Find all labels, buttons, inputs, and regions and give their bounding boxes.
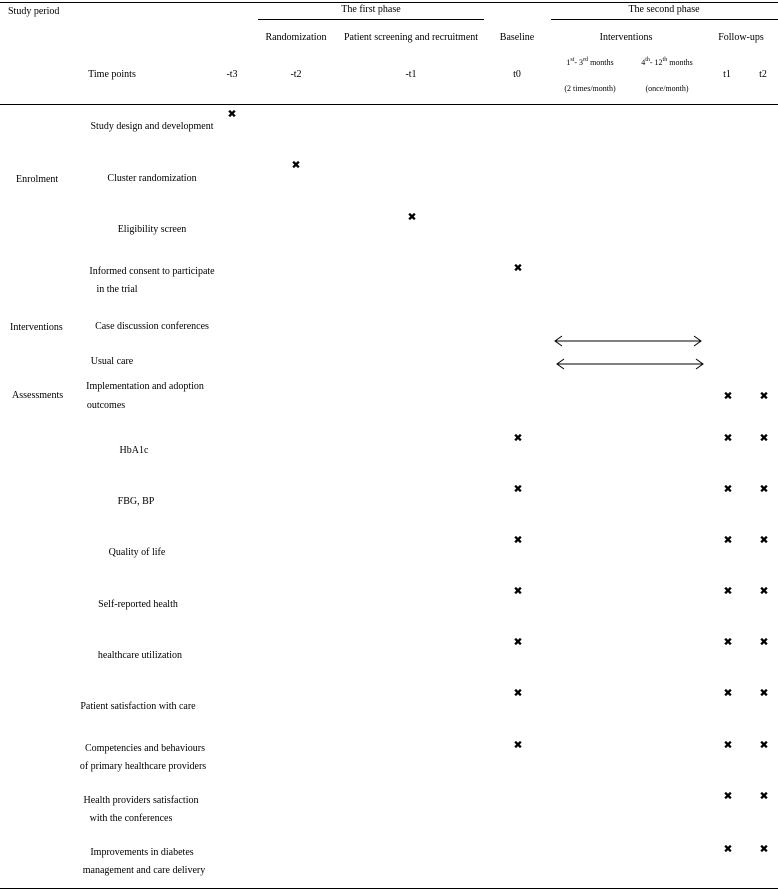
row-implementation-2: outcomes	[86, 400, 126, 411]
time-point-t0: t0	[513, 69, 521, 80]
mark-competencies-t2: ✖	[759, 738, 769, 752]
randomization-header: Randomization	[265, 32, 327, 43]
row-providers-satisfaction-2: with the conferences	[89, 813, 173, 824]
time-point-t2-follow: t2	[759, 69, 767, 80]
row-competencies-1: Competencies and behaviours	[85, 743, 205, 754]
row-patient-satisfaction: Patient satisfaction with care	[80, 701, 196, 712]
month-4-12-label: 4th- 12th months	[641, 57, 693, 67]
mark-providers-sat-t2: ✖	[759, 789, 769, 803]
mark-self-health-t1: ✖	[723, 584, 733, 598]
mark-self-health-t0: ✖	[513, 584, 523, 598]
first-phase-rule	[258, 19, 484, 20]
mark-hba1c-t2: ✖	[759, 431, 769, 445]
mark-satisfaction-t2: ✖	[759, 686, 769, 700]
mark-qol-t0: ✖	[513, 533, 523, 547]
mark-utilization-t0: ✖	[513, 635, 523, 649]
mark-impl-t1: ✖	[723, 389, 733, 403]
mark-consent-t0: ✖	[513, 261, 523, 275]
month-4-12-frequency: (once/month)	[645, 84, 689, 93]
second-phase-header: The second phase	[628, 4, 700, 15]
row-eligibility-screen: Eligibility screen	[117, 224, 187, 235]
row-providers-satisfaction-1: Health providers satisfaction	[83, 795, 199, 806]
second-phase-rule	[551, 19, 778, 20]
mark-hba1c-t0: ✖	[513, 431, 523, 445]
header-bottom-rule	[0, 104, 778, 105]
row-improvements-2: management and care delivery	[82, 865, 206, 876]
row-hba1c: HbA1c	[119, 445, 149, 456]
section-enrolment: Enrolment	[16, 174, 59, 185]
mark-study-design-t3: ✖	[227, 107, 237, 121]
row-improvements-1: Improvements in diabetes	[90, 847, 194, 858]
row-usual-care: Usual care	[90, 356, 134, 367]
month-1-3-label: 1st- 3rd months	[566, 57, 614, 67]
mark-impl-t2: ✖	[759, 389, 769, 403]
row-implementation-1: Implementation and adoption	[86, 381, 204, 392]
row-cluster-randomization: Cluster randomization	[107, 173, 197, 184]
row-healthcare-utilization: healthcare utilization	[97, 650, 183, 661]
mark-fbg-t1: ✖	[723, 482, 733, 496]
mark-utilization-t1: ✖	[723, 635, 733, 649]
baseline-header: Baseline	[499, 32, 535, 43]
mark-fbg-t0: ✖	[513, 482, 523, 496]
study-period-header: Study period	[8, 6, 60, 17]
row-quality-of-life: Quality of life	[108, 547, 166, 558]
mark-satisfaction-t0: ✖	[513, 686, 523, 700]
mark-randomization-t2: ✖	[291, 158, 301, 172]
mark-providers-sat-t1: ✖	[723, 789, 733, 803]
row-competencies-2: of primary healthcare providers	[79, 761, 207, 772]
month-1-3-frequency: (2 times/month)	[564, 84, 616, 93]
row-study-design: Study design and development	[90, 121, 214, 132]
mark-fbg-t2: ✖	[759, 482, 769, 496]
mark-improvements-t2: ✖	[759, 842, 769, 856]
top-rule	[0, 2, 778, 3]
row-informed-consent-2: in the trial	[96, 284, 138, 295]
mark-satisfaction-t1: ✖	[723, 686, 733, 700]
mark-eligibility-t1: ✖	[407, 210, 417, 224]
case-discussion-arrow	[553, 335, 703, 347]
section-assessments: Assessments	[12, 390, 64, 401]
time-point-t2: -t2	[290, 69, 302, 80]
mark-competencies-t0: ✖	[513, 738, 523, 752]
mark-hba1c-t1: ✖	[723, 431, 733, 445]
time-point-t3: -t3	[226, 69, 238, 80]
mark-self-health-t2: ✖	[759, 584, 769, 598]
mark-utilization-t2: ✖	[759, 635, 769, 649]
mark-qol-t1: ✖	[723, 533, 733, 547]
interventions-header: Interventions	[599, 32, 653, 43]
row-informed-consent-1: Informed consent to participate	[89, 266, 215, 277]
mark-improvements-t1: ✖	[723, 842, 733, 856]
row-case-discussion: Case discussion conferences	[95, 321, 209, 332]
follow-ups-header: Follow-ups	[718, 32, 764, 43]
mark-qol-t2: ✖	[759, 533, 769, 547]
row-fbg-bp: FBG, BP	[117, 496, 155, 507]
bottom-rule	[0, 888, 778, 889]
time-points-header: Time points	[88, 69, 136, 80]
time-point-t1-minus: -t1	[405, 69, 417, 80]
section-interventions: Interventions	[10, 322, 63, 333]
time-point-t1: t1	[723, 69, 731, 80]
row-self-reported-health: Self-reported health	[98, 599, 178, 610]
first-phase-header: The first phase	[341, 4, 401, 15]
patient-screening-header: Patient screening and recruitment	[343, 32, 479, 43]
mark-competencies-t1: ✖	[723, 738, 733, 752]
usual-care-arrow	[555, 358, 705, 370]
